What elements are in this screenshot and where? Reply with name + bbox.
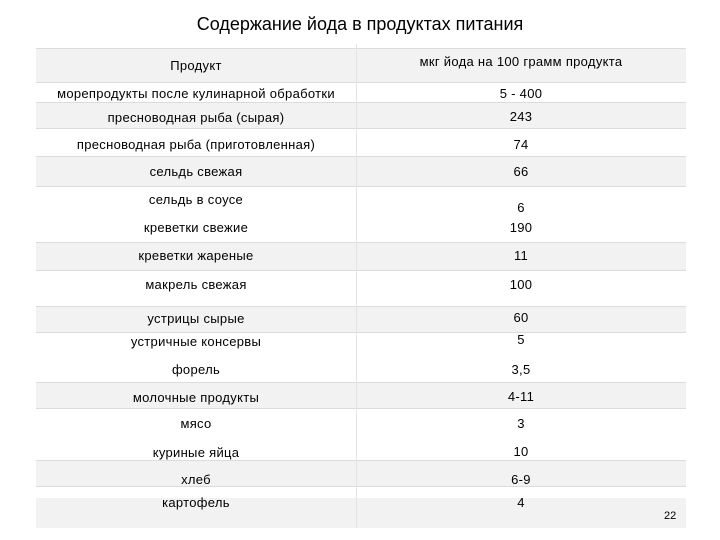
value-cell: 243 [509, 109, 533, 124]
row-separator [36, 270, 686, 271]
product-cell: креветки жареные [138, 248, 254, 263]
value-cell: 66 [513, 164, 529, 179]
value-cell: 5 - 400 [499, 86, 543, 101]
row-separator [36, 82, 686, 83]
iodine-table [36, 44, 686, 528]
product-cell: устричные консервы [130, 334, 262, 349]
product-cell: макрель свежая [145, 277, 247, 292]
product-cell: хлеб [181, 472, 211, 487]
row-separator [36, 156, 686, 157]
product-cell: устрицы сырые [147, 311, 245, 326]
row-separator [36, 242, 686, 243]
product-cell: пресноводная рыба (приготовленная) [76, 137, 316, 152]
product-cell: картофель [162, 495, 230, 510]
value-cell: 4-11 [507, 389, 535, 404]
value-cell: 10 [513, 444, 529, 459]
row-separator [36, 408, 686, 409]
row-separator [36, 102, 686, 103]
value-cell: 3,5 [511, 362, 531, 377]
product-cell: сельдь в соусе [148, 192, 244, 207]
product-cell: форель [171, 362, 221, 377]
product-cell: морепродукты после кулинарной обработки [57, 86, 335, 101]
product-cell: мясо [180, 416, 212, 431]
value-cell: 190 [509, 220, 533, 235]
value-cell: 3 [517, 416, 525, 431]
row-separator [36, 128, 686, 129]
row-separator [36, 48, 686, 49]
value-cell: 6 [517, 200, 525, 215]
product-cell: молочные продукты [132, 390, 260, 405]
value-cell: 60 [513, 310, 529, 325]
value-cell: 6-9 [511, 472, 531, 487]
product-cell: пресноводная рыба (сырая) [107, 110, 285, 125]
product-cell: креветки свежие [143, 220, 249, 235]
product-cell: сельдь свежая [149, 164, 243, 179]
header-iodine-value: мкг йода на 100 грамм продукта [419, 54, 623, 69]
page-number: 22 [664, 510, 677, 522]
header-product: Продукт [170, 58, 222, 73]
product-cell: куриные яйца [152, 445, 240, 460]
page-title: Содержание йода в продуктах питания [196, 14, 524, 34]
row-separator [36, 460, 686, 461]
row-separator [36, 306, 686, 307]
value-cell: 5 [517, 332, 525, 347]
value-cell: 100 [509, 277, 533, 292]
value-cell: 11 [513, 248, 529, 263]
value-cell: 4 [517, 495, 525, 510]
row-separator [36, 186, 686, 187]
row-separator [36, 382, 686, 383]
value-cell: 74 [513, 137, 529, 152]
